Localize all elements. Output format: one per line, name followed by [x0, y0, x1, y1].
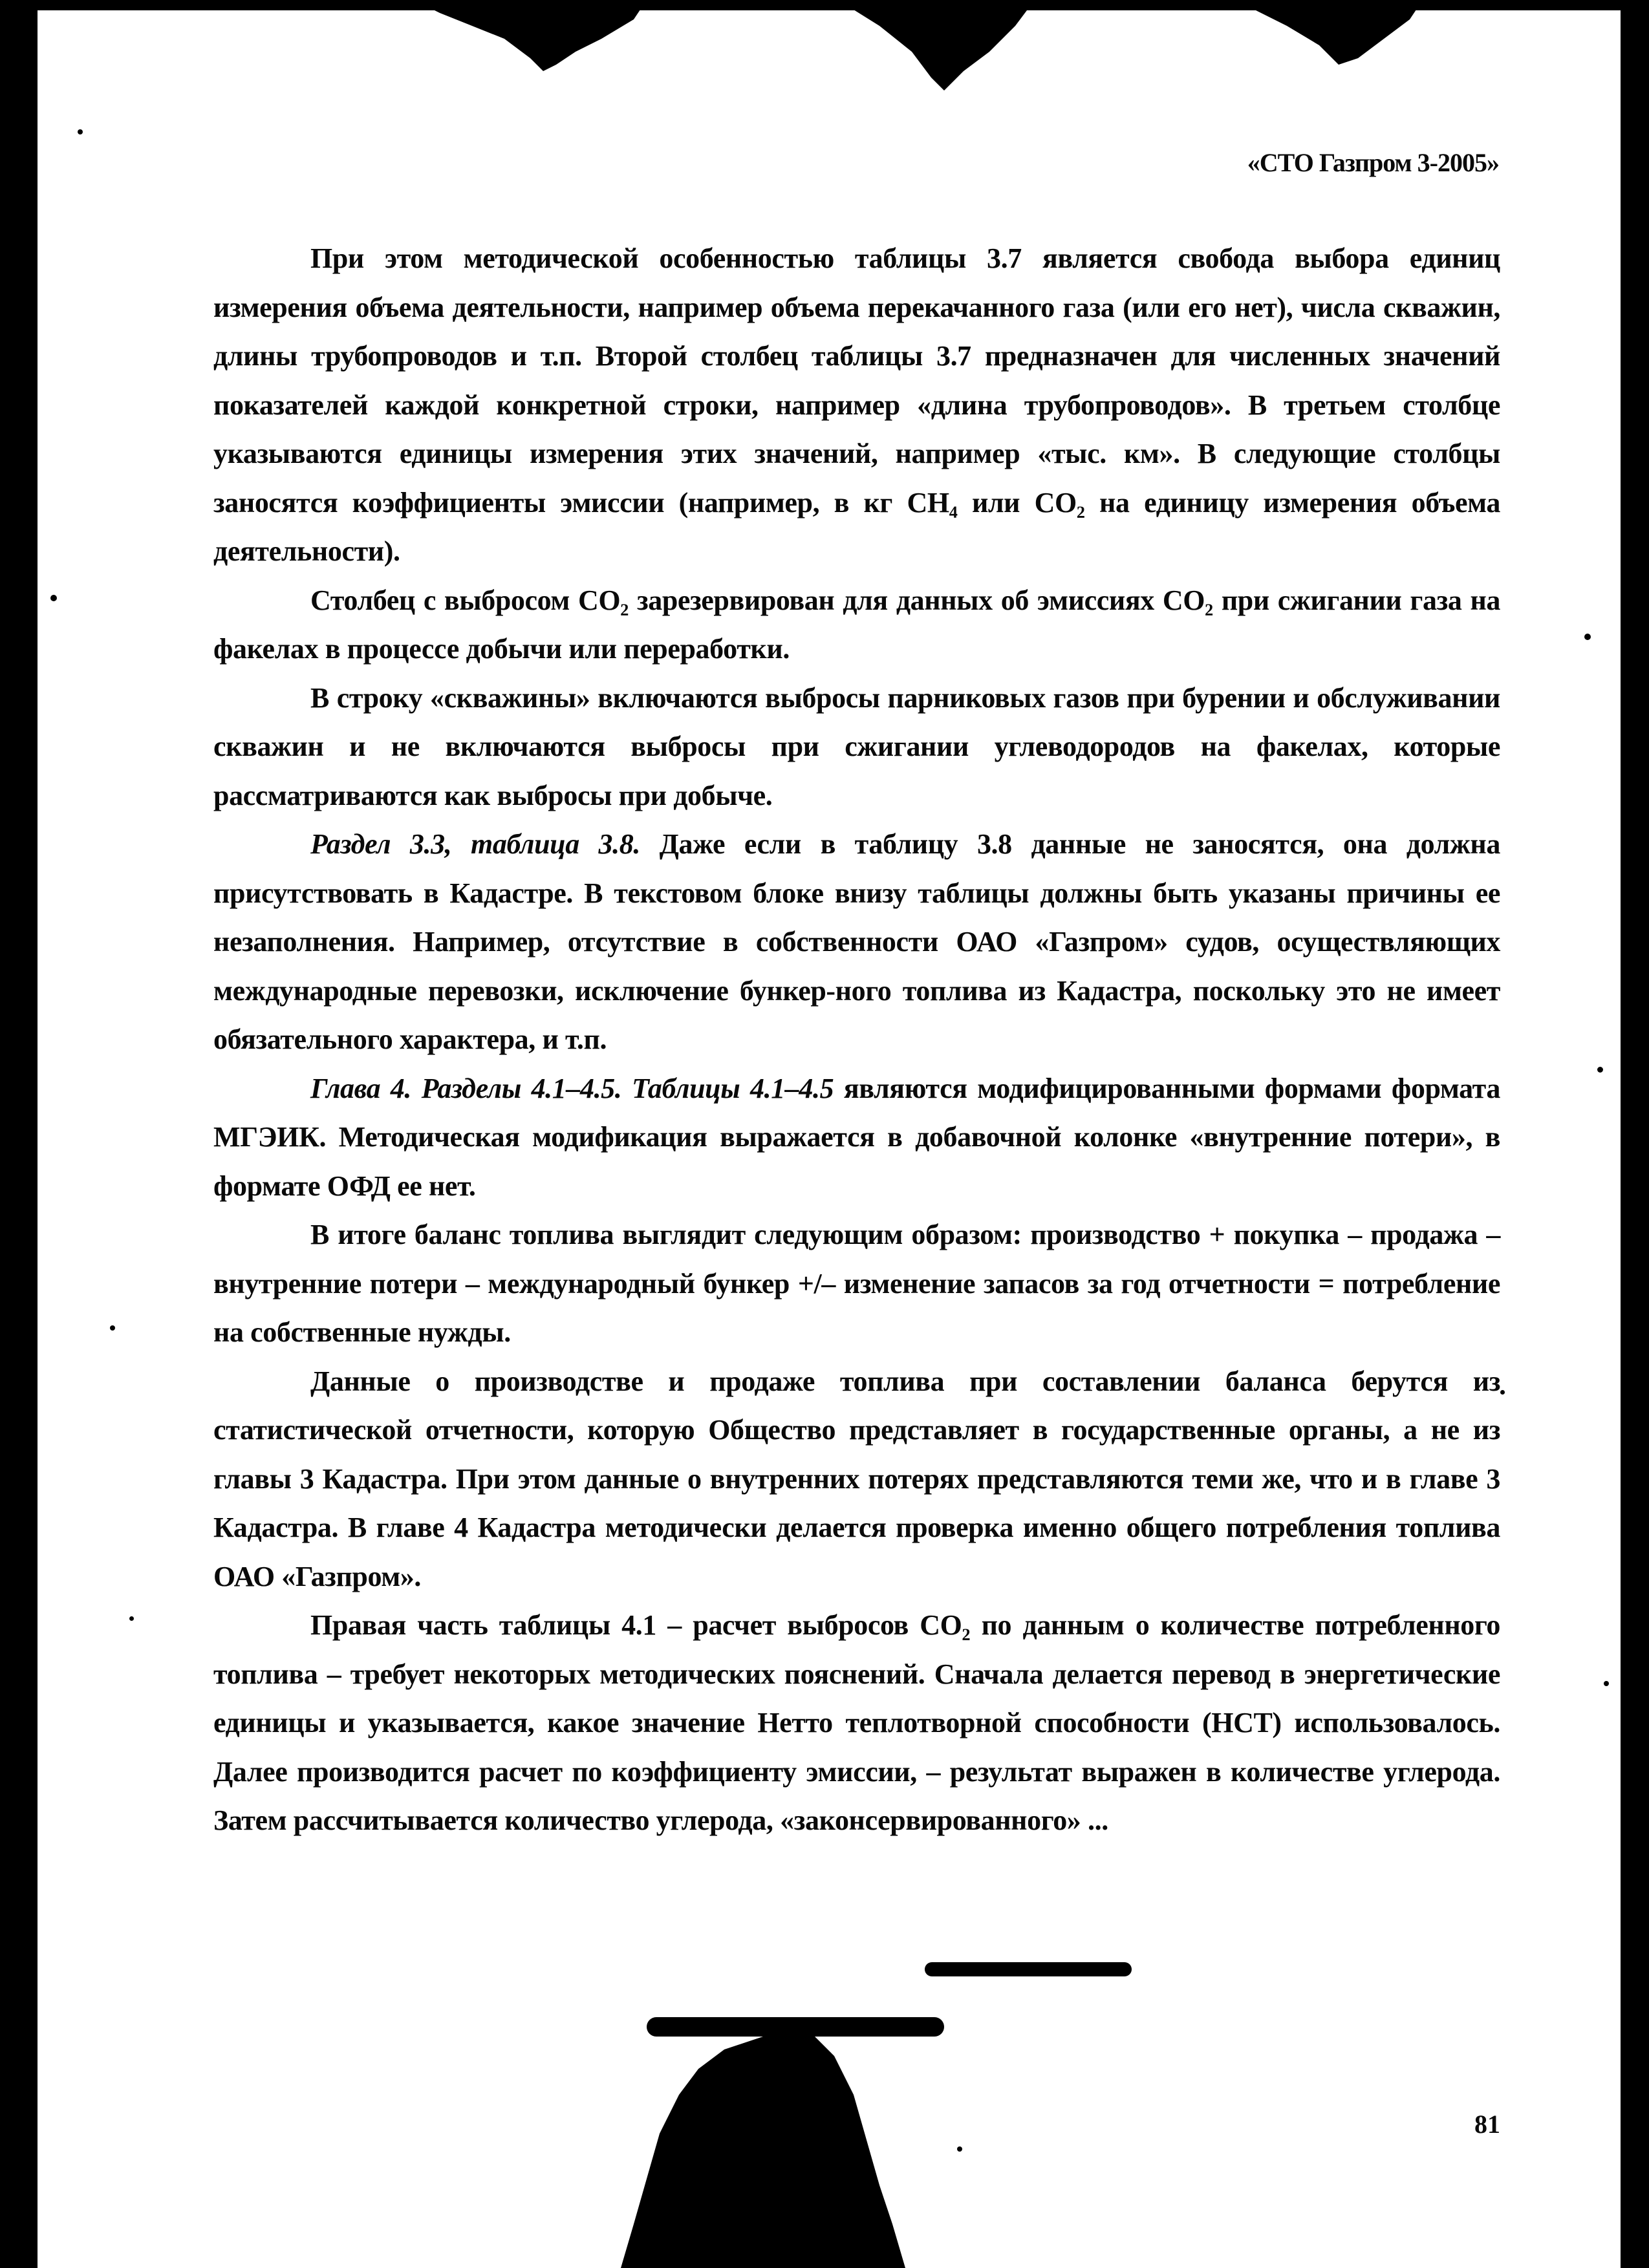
paragraph: Данные о производстве и продаже топлива при составлении баланса берутся из статистической отчетности, которую Общество представляет в государственные органы, а не из главы 3 Кадастра. При этом данные о внутренних потерях представляются теми же, что и в главе 3 Кадастра. В главе 4 Кадастра методически делается проверка именно общего потребления топлива ОАО «Газпром». — [213, 1365, 1500, 1592]
paragraph: Столбец с выбросом CO₂ зарезервирован для данных об эмиссиях CO₂ при сжигании газа на факелах в процессе добычи или переработки. — [213, 584, 1500, 665]
scan-speck — [1597, 1067, 1603, 1073]
scan-blob-bottom — [595, 2030, 996, 2268]
paragraph: При этом методической особенностью таблицы 3.7 является свобода выбора единиц измерения объема деятельности, например объема перекачанного газа (или его нет), числа скважин, длины трубопроводов и т.п. Второй столбец таблицы 3.7 предназначен для численных значений показателей каждой конкретной строки, например «длина трубопроводов». В третьем столбце указываются единицы измерения этих значений, например «тыс. км». В следующие столбцы заносятся коэффициенты эмиссии (например, в кг CH₄ или CO₂ на единицу измерения объема деятельности). — [213, 242, 1500, 567]
scan-blob-top-center — [841, 0, 1035, 97]
paragraph: Правая часть таблицы 4.1 – расчет выбросов CO₂ по данным о количестве потребленного топлива – требует некоторых методических пояснений. Сначала делается перевод в энергетические единицы и указывается, какое значение Нетто теплотворной способности (НСТ) использовалось. Далее производится расчет по коэффициенту эмиссии, – результат выражен в количестве углерода. Затем рассчитывается количество углерода, «законсервированного» ... — [213, 1609, 1500, 1836]
paragraph: Раздел 3.3, таблица 3.8. Даже если в таблицу 3.8 данные не заносятся, она должна присутствовать в Кадастре. В текстовом блоке внизу таблицы должны быть указаны причины ее незаполнения. Например, отсутствие в собственности ОАО «Газпром» судов, осуществляющих международные перевозки, исключение бункер-ного топлива из Кадастра, поскольку это не имеет обязательного характера, и т.п. — [213, 828, 1500, 1055]
paragraph: В итоге баланс топлива выглядит следующим образом: производство + покупка – продажа – внутренние потери – международный бункер +/– изменение запасов за год отчетности = потребление на собственные нужды. — [213, 1219, 1500, 1348]
scan-speck — [78, 129, 83, 134]
scan-border-left — [0, 0, 38, 2268]
document-body — [213, 234, 1500, 1845]
paragraph: В строку «скважины» включаются выбросы парниковых газов при бурении и обслуживании скважин и не включаются выбросы при сжигании углеводородов на факелах, которые рассматриваются как выбросы при добыче. — [213, 681, 1500, 811]
document-header: «СТО Газпром 3-2005» — [1247, 148, 1499, 177]
scan-border-right — [1621, 0, 1649, 2268]
scan-speck — [50, 595, 57, 601]
scan-smudge-bottom — [647, 2017, 944, 2037]
scan-speck — [1584, 634, 1591, 640]
scan-speck — [957, 2146, 962, 2152]
paragraph: Глава 4. Разделы 4.1–4.5. Таблицы 4.1–4.5 являются модифицированными формами формата МГЭИК. Методическая модификация выражается в добавочной колонке «внутренние потери», в формате ОФД ее нет. — [213, 1072, 1500, 1202]
paragraph-lead: Глава 4. Разделы 4.1–4.5. Таблицы 4.1–4.5 — [310, 1072, 834, 1104]
scan-speck — [129, 1616, 134, 1621]
scan-border-top — [0, 0, 1649, 10]
scan-blob-top-right — [1229, 0, 1423, 71]
paragraph-lead: Раздел 3.3, таблица 3.8. — [310, 828, 640, 860]
scan-speck — [110, 1325, 115, 1331]
scan-smudge-line — [925, 1962, 1132, 1976]
scan-speck — [1500, 1390, 1505, 1395]
page-number: 81 — [1474, 2110, 1500, 2139]
scan-blob-top-left — [414, 0, 647, 78]
scan-speck — [1604, 1681, 1609, 1686]
